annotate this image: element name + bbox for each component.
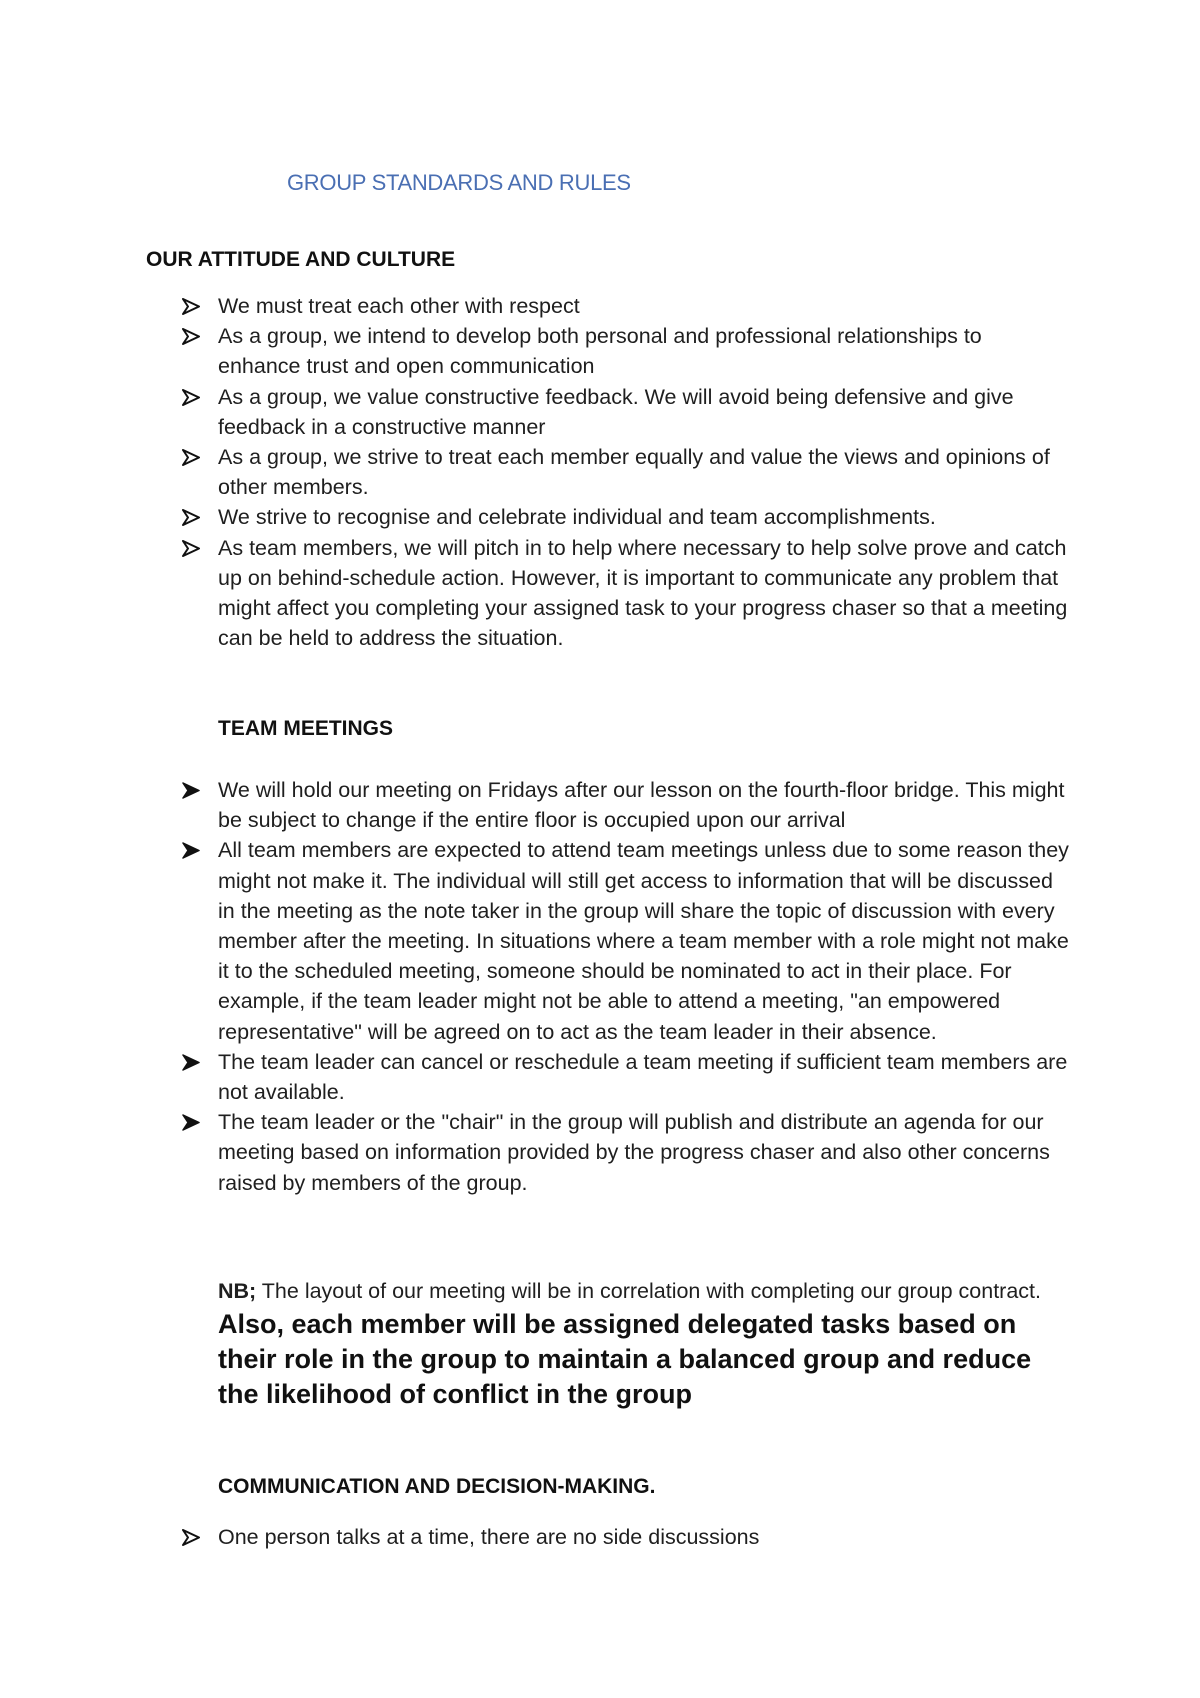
list-item-text: As a group, we value constructive feedback. We will avoid being defensive and give feedback in a constructive manner <box>218 384 1014 439</box>
list-item-text: We strive to recognise and celebrate individual and team accomplishments. <box>218 505 936 530</box>
list-item <box>0 835 1200 1046</box>
list-item-text: The team leader or the "chair" in the group will publish and distribute an agenda for our meeting based on information provided by the progress chaser and also other concerns raised by members of the group. <box>218 1110 1050 1195</box>
communication-list <box>0 1522 1200 1552</box>
list-item-text: We must treat each other with respect <box>218 294 580 318</box>
list-item <box>0 502 1200 532</box>
arrowhead-bullet-icon <box>182 842 200 859</box>
arrowhead-bullet-icon <box>182 298 200 315</box>
arrowhead-bullet-icon <box>182 1054 200 1071</box>
note-label: NB; <box>218 1279 257 1303</box>
list-item-text: As a group, we strive to treat each member equally and value the views and opinions of other members. <box>218 445 1050 500</box>
list-item <box>0 533 1200 654</box>
list-item-text: As a group, we intend to develop both personal and professional relationships to enhance trust and open communication <box>218 324 982 379</box>
list-item <box>0 775 1200 835</box>
section-heading-team-meetings: TEAM MEETINGS <box>218 717 394 740</box>
attitude-culture-list <box>0 291 1200 653</box>
list-item-text: As team members, we will pitch in to help where necessary to help solve prove and catch up on behind-schedule action. However, it is important to communicate any problem that might affect you completing your assigned task to your progress chaser so that a meeting can be held to address the situation. <box>218 535 1068 651</box>
note-text: The layout of our meeting will be in correlation with completing our group contract. <box>256 1279 1041 1303</box>
list-item <box>0 291 1200 321</box>
arrowhead-bullet-icon <box>182 1529 200 1546</box>
list-item <box>0 1047 1200 1107</box>
list-item <box>0 321 1200 381</box>
arrowhead-bullet-icon <box>182 328 200 345</box>
list-item <box>0 382 1200 442</box>
arrowhead-bullet-icon <box>182 509 200 526</box>
arrowhead-bullet-icon <box>182 449 200 466</box>
note-emphasis: Also, each member will be assigned delegated tasks based on their role in the group to maintain a balanced group and reduce the likelihood of conflict in the group <box>218 1309 1032 1409</box>
list-item-text: The team leader can cancel or reschedule a team meeting if sufficient team members are not available. <box>218 1049 1068 1105</box>
section-heading-communication: COMMUNICATION AND DECISION-MAKING. <box>218 1475 656 1498</box>
arrowhead-bullet-icon <box>182 1114 200 1131</box>
note-paragraph <box>218 1276 1070 1412</box>
list-item-text: We will hold our meeting on Fridays after our lesson on the fourth-floor bridge. This might be subject to change if the entire floor is occupied upon our arrival <box>218 778 1065 833</box>
list-item <box>0 442 1200 502</box>
section-heading-attitude-culture: OUR ATTITUDE AND CULTURE <box>146 248 456 271</box>
arrowhead-bullet-icon <box>182 782 200 799</box>
list-item <box>0 1107 1200 1198</box>
arrowhead-bullet-icon <box>182 389 200 406</box>
document-title: GROUP STANDARDS AND RULES <box>287 170 631 195</box>
list-item <box>0 1522 1200 1552</box>
arrowhead-bullet-icon <box>182 540 200 557</box>
team-meetings-list <box>0 775 1200 1198</box>
list-item-text: One person talks at a time, there are no side discussions <box>218 1525 760 1549</box>
list-item-text: All team members are expected to attend team meetings unless due to some reason they might not make it. The individual will still get access to information that will be discussed in the meeting as the note taker in the group will share the topic of discussion with every member after the meeting. In situations where a team member with a role might not make it to the scheduled meeting, someone should be nominated to act in their place. For example, if the team leader might not be able to attend a meeting, "an empowered representative" will be agreed on to act as the team leader in their absence. <box>218 838 1069 1044</box>
